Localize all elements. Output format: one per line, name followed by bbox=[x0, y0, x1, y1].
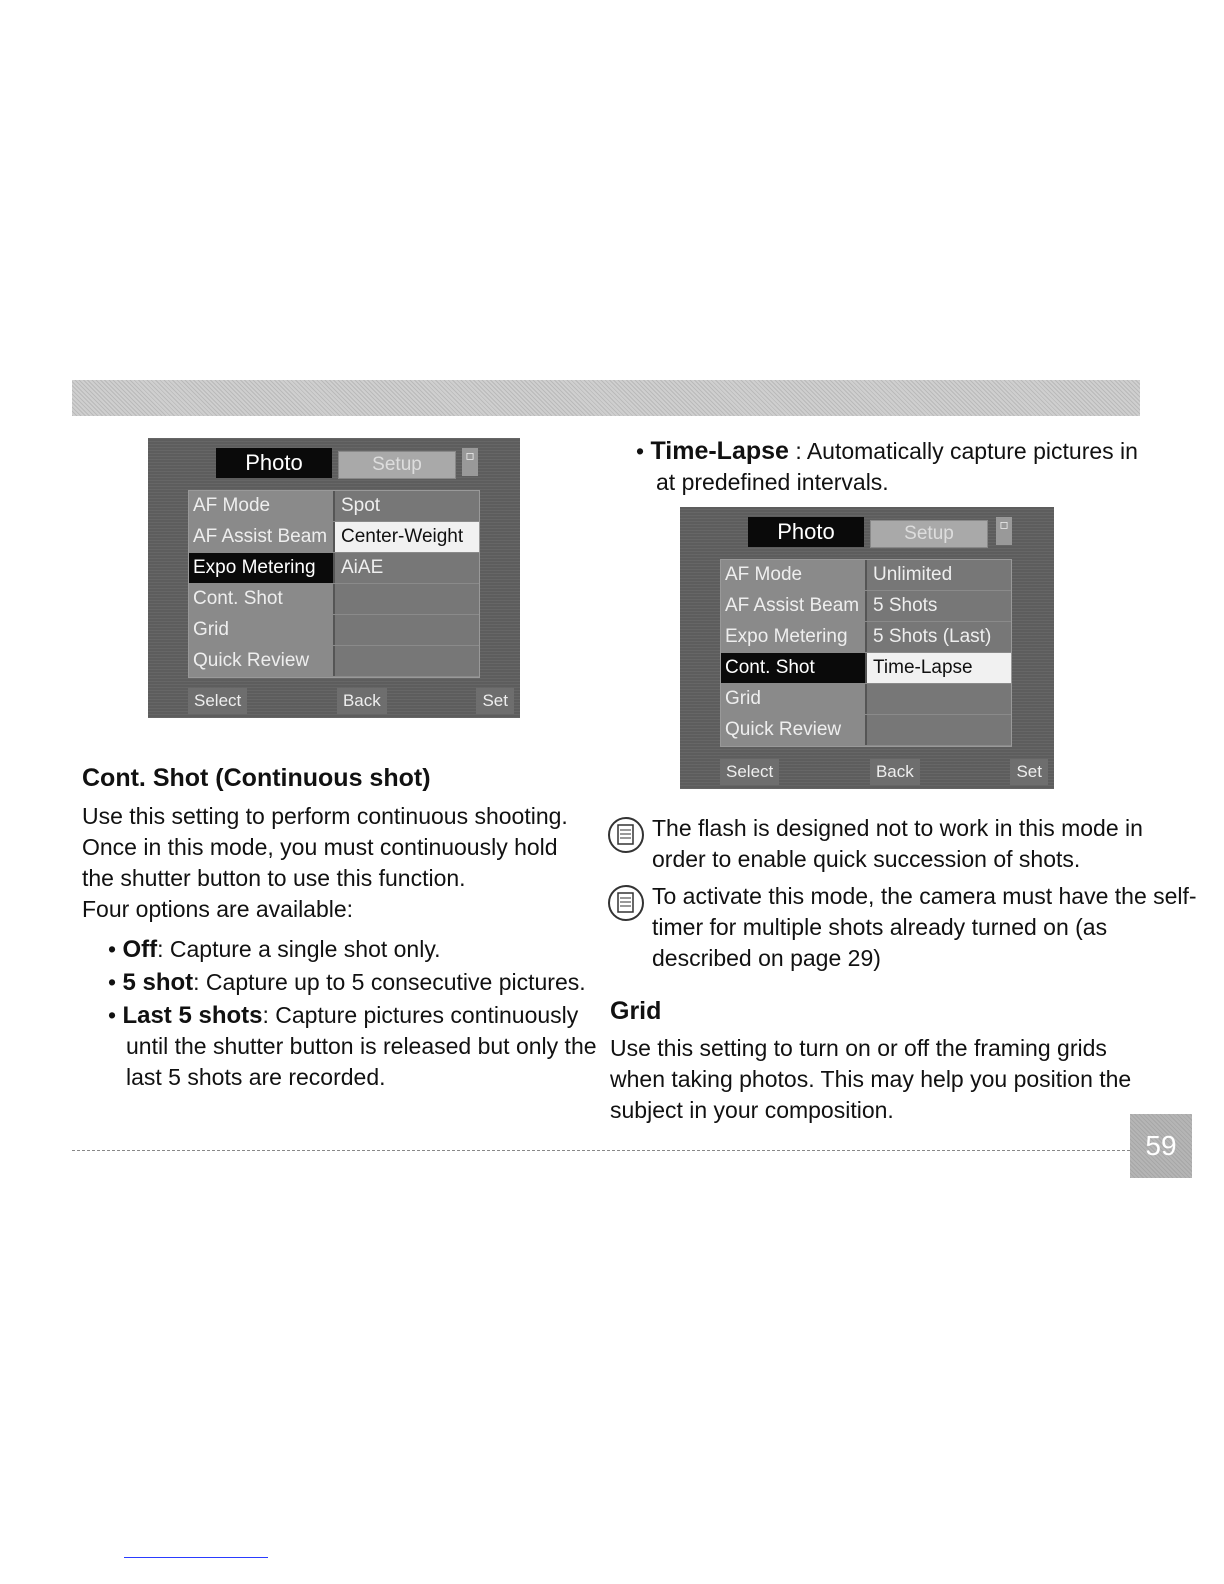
footer-set: Set bbox=[476, 688, 514, 714]
footer-back: Back bbox=[870, 759, 920, 785]
menu-row-label: AF Assist Beam bbox=[721, 591, 867, 621]
option-term: 5 shot bbox=[122, 969, 194, 996]
menu-tabs bbox=[748, 517, 1009, 549]
menu-row bbox=[721, 591, 1011, 622]
list-item: • Last 5 shots: Capture pictures continuously until the shutter button is released but only the last 5 shots are recorded. bbox=[108, 1002, 597, 1090]
menu-row bbox=[189, 615, 479, 646]
menu-row bbox=[721, 684, 1011, 715]
menu-row-label: AF Mode bbox=[721, 560, 867, 590]
menu-row-label: AF Mode bbox=[189, 491, 335, 521]
menu-row bbox=[189, 491, 479, 522]
cont-shot-intro bbox=[82, 801, 592, 925]
time-lapse-desc: : Automatically capture pictures in at predefined intervals. bbox=[656, 438, 1138, 495]
option-desc: : Capture up to 5 consecutive pictures. bbox=[193, 969, 586, 995]
menu-row-selected bbox=[189, 553, 479, 584]
option-desc: : Capture pictures continuously until the shutter button is released but only the last 5 shots are recorded. bbox=[126, 1002, 597, 1090]
tab-photo: Photo bbox=[216, 448, 332, 478]
section-heading-cont-shot: Cont. Shot (Continuous shot) bbox=[82, 764, 431, 792]
bottom-line bbox=[124, 1557, 268, 1558]
time-lapse-term: Time-Lapse bbox=[650, 437, 789, 465]
footer-set: Set bbox=[1010, 759, 1048, 785]
option-term: Last 5 shots bbox=[122, 1002, 263, 1029]
tab-setup: Setup bbox=[338, 451, 456, 479]
note-text: To activate this mode, the camera must have the self-timer for multiple shots already turned on (as described on page 29) bbox=[652, 883, 1197, 971]
note-text: The flash is designed not to work in this mode in order to enable quick succession of shots. bbox=[652, 815, 1143, 872]
note-icon bbox=[606, 883, 646, 923]
menu-footer bbox=[188, 688, 514, 714]
note-flash bbox=[606, 813, 1202, 875]
menu-row-value-selected: Time-Lapse bbox=[867, 653, 1011, 683]
menu-row-value: Spot bbox=[341, 495, 381, 516]
menu-row-value: Unlimited bbox=[873, 564, 953, 585]
tab-extra-icon: ▫ bbox=[462, 448, 478, 476]
menu-list bbox=[188, 490, 480, 678]
grid-text: Use this setting to turn on or off the framing grids when taking photos. This may help you position the subject in your composition. bbox=[610, 1035, 1132, 1123]
menu-row-selected bbox=[721, 653, 1011, 684]
menu-row-label: Cont. Shot bbox=[189, 584, 335, 614]
options-list bbox=[108, 934, 598, 1095]
list-item: • 5 shot: Capture up to 5 consecutive pictures. bbox=[108, 969, 586, 996]
menu-row bbox=[721, 715, 1011, 746]
menu-row-label: Quick Review bbox=[721, 715, 867, 745]
menu-row-value: AiAE bbox=[341, 557, 384, 578]
menu-row-label: Quick Review bbox=[189, 646, 335, 676]
menu-row-value bbox=[335, 615, 479, 645]
note-icon bbox=[606, 815, 646, 855]
section-heading-grid: Grid bbox=[610, 997, 662, 1025]
list-item: • Off: Capture a single shot only. bbox=[108, 936, 441, 963]
tab-extra-icon: ▫ bbox=[996, 517, 1012, 545]
menu-row-value bbox=[867, 684, 1011, 714]
menu-row-label: Cont. Shot bbox=[721, 653, 867, 683]
time-lapse-bullet: • Time-Lapse : Automatically capture pictures in at predefined intervals. bbox=[636, 437, 1138, 495]
camera-menu-screenshot-expo-metering bbox=[148, 438, 520, 718]
tab-setup: Setup bbox=[870, 520, 988, 548]
menu-row bbox=[189, 522, 479, 553]
footer-select: Select bbox=[188, 688, 247, 714]
menu-row-value-selected: Center-Weight bbox=[335, 522, 479, 552]
menu-row bbox=[721, 560, 1011, 591]
menu-footer bbox=[720, 759, 1048, 785]
camera-menu-screenshot-cont-shot bbox=[680, 507, 1054, 789]
menu-row-value: 5 Shots bbox=[873, 595, 938, 616]
menu-row-value bbox=[335, 646, 479, 676]
options-intro-text: Four options are available: bbox=[82, 896, 354, 922]
menu-row-label: AF Assist Beam bbox=[189, 522, 335, 552]
cont-shot-intro-text: Use this setting to perform continuous shooting. Once in this mode, you must continuously hold the shutter button to use this function. bbox=[82, 803, 568, 891]
option-term: Off bbox=[122, 936, 158, 963]
menu-row-value bbox=[867, 715, 1011, 745]
footer-select: Select bbox=[720, 759, 779, 785]
menu-row-label: Grid bbox=[721, 684, 867, 714]
menu-row-label: Grid bbox=[189, 615, 335, 645]
menu-row-label: Expo Metering bbox=[721, 622, 867, 652]
menu-row bbox=[189, 646, 479, 677]
footer-back: Back bbox=[337, 688, 387, 714]
option-desc: : Capture a single shot only. bbox=[157, 936, 441, 962]
menu-tabs bbox=[216, 448, 475, 480]
menu-list bbox=[720, 559, 1012, 747]
menu-row bbox=[721, 622, 1011, 653]
note-self-timer bbox=[606, 881, 1202, 974]
page-number: 59 bbox=[1130, 1114, 1192, 1178]
menu-row bbox=[189, 584, 479, 615]
tab-photo: Photo bbox=[748, 517, 864, 547]
menu-row-label: Expo Metering bbox=[189, 553, 335, 583]
header-band bbox=[72, 380, 1140, 416]
footer-rule bbox=[72, 1150, 1130, 1151]
menu-row-value: 5 Shots (Last) bbox=[873, 626, 992, 647]
menu-row-value bbox=[335, 584, 479, 614]
